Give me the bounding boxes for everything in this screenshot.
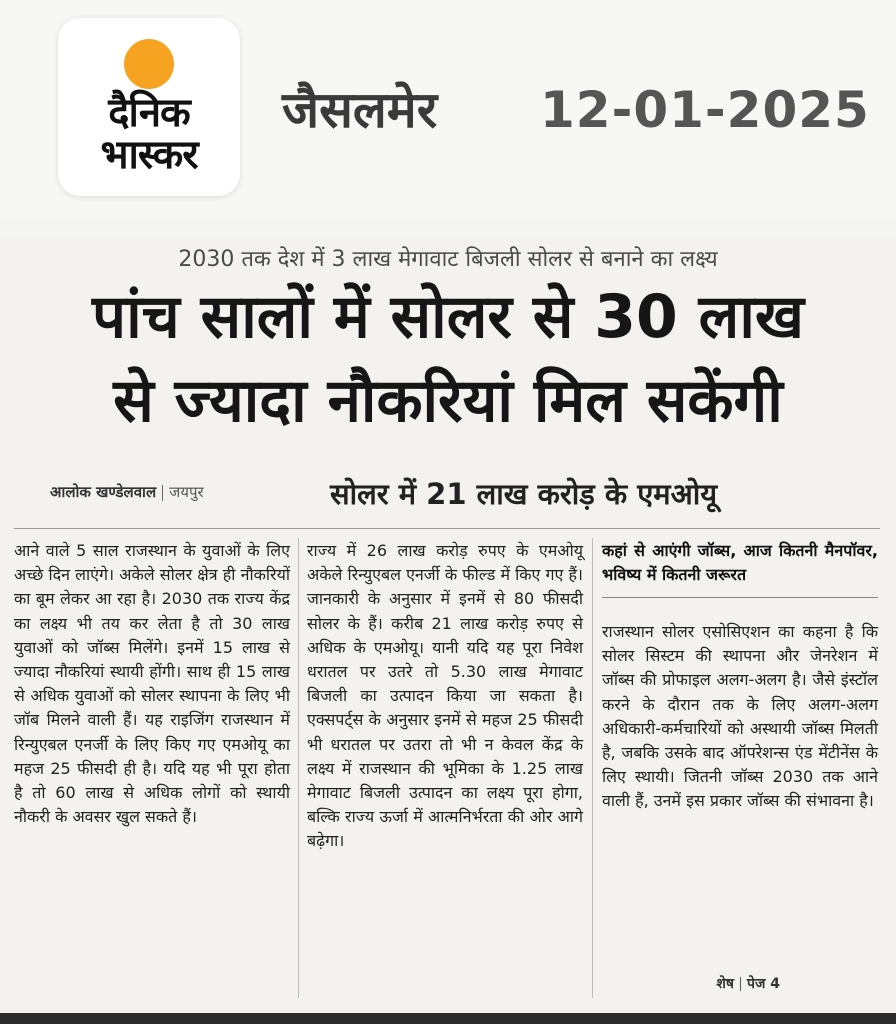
continued-divider: [740, 977, 741, 991]
news-clipping: [0, 238, 896, 1013]
byline-divider: [162, 485, 163, 501]
continued-label: शेष: [716, 976, 735, 992]
column-1-text: आने वाले 5 साल राजस्थान के युवाओं के लिए अच्छे दिन लाएंगे। अकेले सोलर क्षेत्र ही नौकरियों का बूम लेकर आ रहा है। 2030 तक राज्य केंद्र का लक्ष्य भी तय कर लेता है तो 30 लाख युवाओं को जॉब्स मिलेंगे। इनमें 15 लाख से ज्यादा नौकरियां स्थायी होंगी। साथ ही 15 लाख से अधिक युवाओं को सोलर स्थापना के लिए भी जॉब मिलने वाली हैं। यह राइजिंग राजस्थान में रिन्युएबल एनर्जी के लिए किए गए एमओयू का महज 25 फीसदी ही है। यदि यह भी पूरा होता है तो 60 लाख से अधिक लोगों को स्थायी नौकरी के अवसर खुल सकते हैं।: [14, 541, 290, 827]
byline: [50, 482, 204, 502]
continued-note: [716, 974, 780, 993]
dainik-bhaskar-logo: [58, 18, 240, 196]
logo-text-line2: भास्कर: [100, 132, 198, 178]
author-name: आलोक खण्डेलवाल: [50, 483, 157, 501]
edition-date: 12-01-2025: [540, 81, 870, 139]
article-column-3: [602, 539, 878, 814]
dateline-location: जयपुर: [169, 483, 204, 501]
column-top-rule: [14, 528, 880, 529]
logo-text-line1: दैनिक: [108, 90, 190, 136]
header-bar: [0, 0, 896, 220]
column-divider-1: [298, 538, 299, 998]
article-column-1: [14, 539, 290, 829]
logo-sun-icon: [124, 39, 174, 89]
headline-line-1: पांच सालों में सोलर से 30 लाख: [92, 282, 804, 352]
column-3-text: राजस्थान सोलर एसोसिएशन का कहना है कि सोलर सिस्टम की स्थापना और जेनरेशन में जॉब्स की प्रोफाइल अलग-अलग है। जैसे इंस्टॉल करने के दौरान तक के लिए अलग-अलग अधिकारी-कर्मचारियों को अस्थायी जॉब्स मिलती है, जबकि उसके बाद ऑपरेशन्स एंड मेंटीनेंस के लिए स्थायी। जितनी जॉब्स 2030 तक आने वाली हैं, उनमें इस प्रकार जॉब्स की संभावना है।: [602, 622, 878, 811]
edition-city: जैसलमेर: [282, 81, 438, 139]
headline-line-2: से ज्यादा नौकरियां मिल सकेंगी: [113, 366, 783, 436]
side-box-heading: कहां से आएंगी जॉब्स, आज कितनी मैनपॉवर, भविष्य में कितनी जरूरत: [602, 539, 878, 598]
article-kicker: 2030 तक देश में 3 लाख मेगावाट बिजली सोलर से बनाने का लक्ष्य: [178, 247, 718, 272]
continued-page: पेज 4: [747, 976, 780, 992]
article-column-2: [307, 539, 583, 854]
article-subhead: सोलर में 21 लाख करोड़ के एमओयू: [330, 477, 718, 511]
bottom-edge-band: [0, 1013, 896, 1024]
column-divider-2: [592, 538, 593, 998]
column-2-text: राज्य में 26 लाख करोड़ रुपए के एमओयू अकेले रिन्युएबल एनर्जी के फील्ड में किए गए हैं। जानकारी के अनुसार में इनमें से 80 फीसदी सोलर के हैं। करीब 21 लाख करोड़ रुपए से अधिक के एमओयू। यानी यदि यह पूरा निवेश धरातल पर उतरे तो 5.30 लाख मेगावाट बिजली का उत्पादन किया जा सकता है। एक्सपर्ट्स के अनुसार इनमें से महज 25 फीसदी भी धरातल पर उतरा तो भी न केवल केंद्र के लक्ष्य में राजस्थान की भूमिका के 1.25 लाख मेगावाट बिजली उत्पादन का लक्ष्य पूरा होगा, बल्कि राज्य ऊर्जा में आत्मनिर्भरता की ओर आगे बढ़ेगा।: [307, 541, 583, 851]
